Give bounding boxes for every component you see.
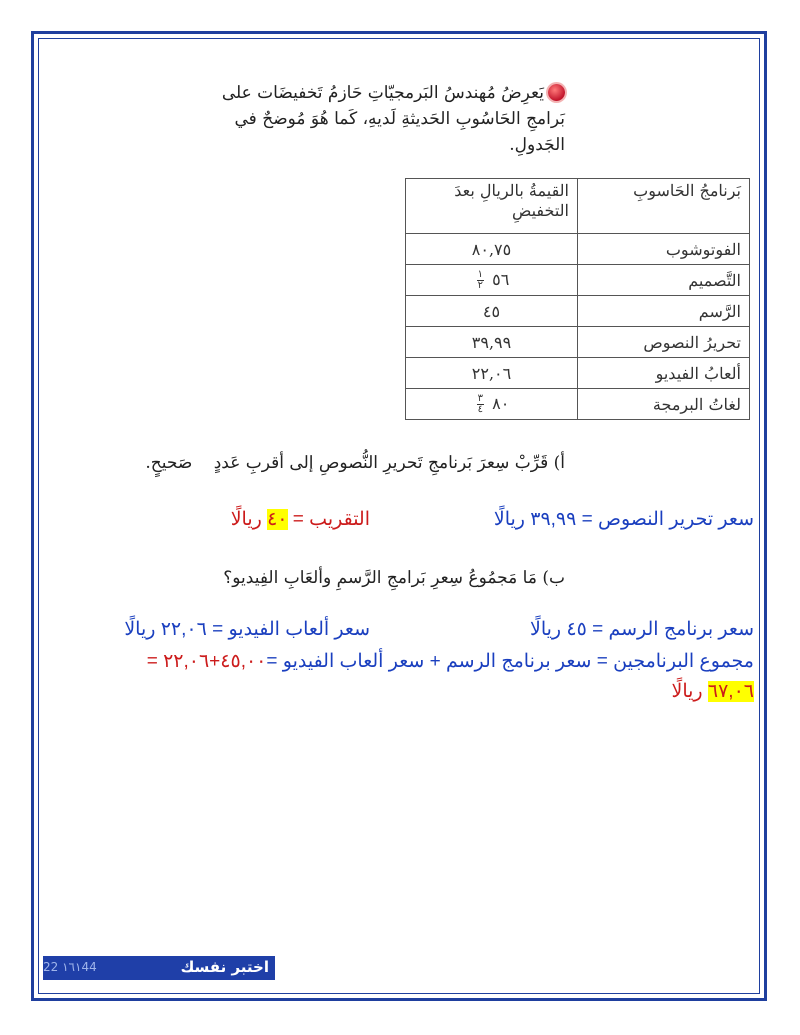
- header-program: بَرنامجُ الحَاسوبِ: [578, 179, 750, 234]
- value-fraction: [477, 270, 484, 291]
- row-value: ٣٩,٩٩: [406, 327, 578, 358]
- question-b: [223, 568, 565, 588]
- rounding-unit: ريالًا: [230, 509, 262, 530]
- answer-a-price: سعر تحرير النصوص = ٣٩,٩٩ ريالًا: [493, 509, 754, 530]
- fraction-denominator: ٢: [477, 279, 484, 291]
- table-row: [406, 389, 750, 420]
- row-value: [406, 389, 578, 420]
- rounding-label: التقريب =: [292, 509, 370, 530]
- row-value: ٢٢,٠٦: [406, 358, 578, 389]
- row-name: تحريرُ النصوص: [578, 327, 750, 358]
- answer-b-drawing-price: سعر برنامج الرسم = ٤٥ ريالًا: [530, 619, 754, 640]
- sum-value: ٦٧,٠٦: [707, 681, 754, 702]
- row-name: الفوتوشوب: [578, 234, 750, 265]
- fraction-numerator: ١: [477, 268, 484, 280]
- sum-expression: ٤٥,٠٠+٢٢,٠٦ =: [146, 651, 267, 672]
- row-value: ٤٥: [406, 296, 578, 327]
- problem-statement: [205, 80, 565, 158]
- row-name: الرَّسم: [578, 296, 750, 327]
- table-row: [406, 358, 750, 389]
- table-header-row: [406, 179, 750, 234]
- fraction-denominator: ٤: [477, 403, 484, 415]
- row-value: ٨٠,٧٥: [406, 234, 578, 265]
- row-value: [406, 265, 578, 296]
- question-a-text: قَرِّبْ سِعرَ بَرنامجِ تَحريرِ النُّصوصِ إلى أقربِ عَددٍ: [213, 453, 549, 473]
- problem-line-3: الجَدولِ.: [509, 135, 565, 155]
- value-whole: ٥٦: [492, 269, 510, 289]
- question-a-tail: صَحيحٍ.: [145, 453, 193, 473]
- answer-a-rounding: [231, 508, 370, 531]
- table-row: [406, 327, 750, 358]
- table-row: [406, 265, 750, 296]
- question-a: [145, 453, 565, 473]
- question-b-text: مَا مَجمُوعُ سِعرِ بَرامجِ الرَّسمِ وألعَابِ الفِيديو؟: [223, 568, 537, 588]
- header-value: القيمةُ بالريالِ بعدَ التخفيضِ: [406, 179, 578, 234]
- prices-table: [405, 178, 750, 420]
- fraction-numerator: ٣: [477, 392, 484, 404]
- exercise-bullet-icon: [548, 84, 565, 101]
- rounding-value: ٤٠: [267, 509, 288, 530]
- value-whole: ٨٠: [492, 393, 510, 413]
- table-row: [406, 296, 750, 327]
- problem-line-1: يَعرِضُ مُهندسُ البَرمجيّاتِ حَازمُ تَخفيضَات على: [221, 83, 544, 103]
- value-fraction: [477, 394, 484, 415]
- question-b-label: ب): [542, 568, 565, 588]
- table-row: [406, 234, 750, 265]
- answer-b-games-price: سعر ألعاب الفيديو = ٢٢,٠٦ ريالًا: [124, 619, 370, 640]
- test-yourself-link[interactable]: اختبر نفسك: [180, 958, 269, 976]
- question-a-label: أ): [553, 453, 565, 473]
- answer-b-sum: [147, 650, 754, 673]
- answer-b-result: [672, 680, 754, 703]
- sum-unit: ريالًا: [671, 681, 703, 702]
- page-number: 22 ١٦١44: [43, 960, 97, 974]
- footer-bar[interactable]: [43, 956, 275, 980]
- sum-line: مجموع البرنامجين = سعر برنامج الرسم + سعر ألعاب الفيديو =: [266, 651, 754, 672]
- row-name: ألعابُ الفيديو: [578, 358, 750, 389]
- problem-line-2: بَرامجِ الحَاسُوبِ الحَديثةِ لَديهِ، كَما هُوَ مُوضحٌ في: [234, 109, 565, 129]
- row-name: التَّصميم: [578, 265, 750, 296]
- row-name: لغاتُ البرمجة: [578, 389, 750, 420]
